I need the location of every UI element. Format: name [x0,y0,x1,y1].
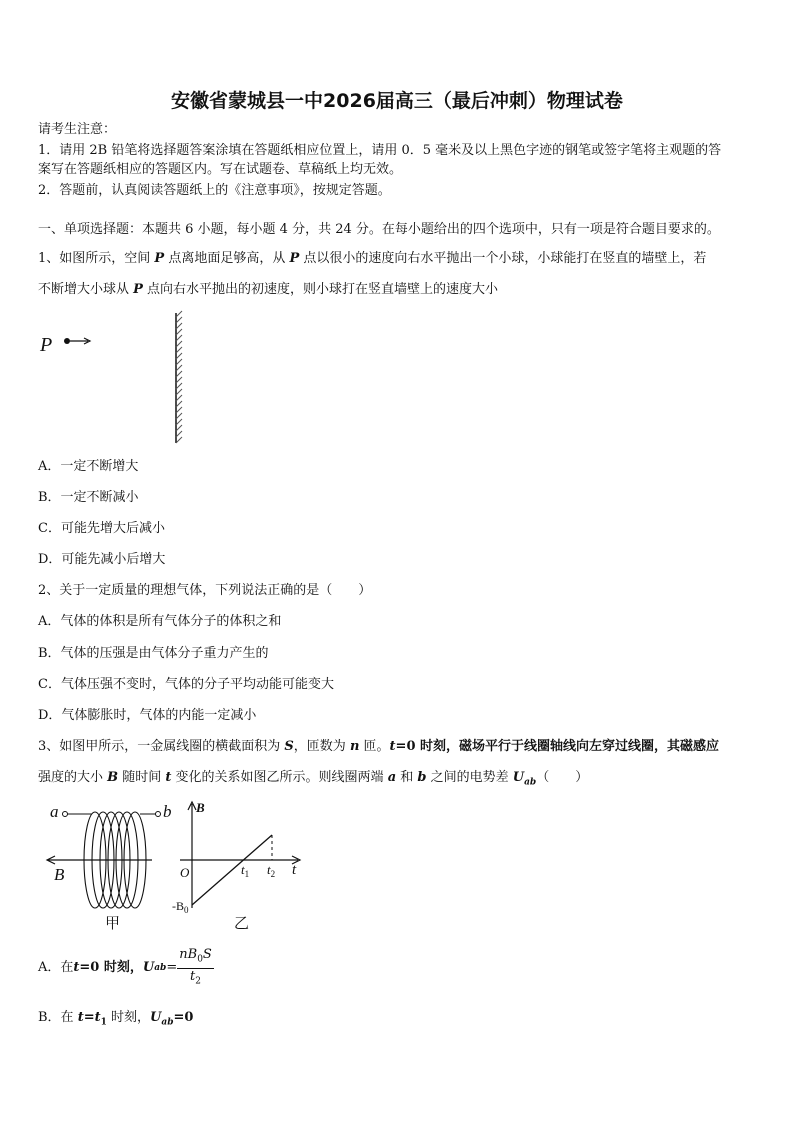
notice-item-1-line-1: 1．请用 2B 铅笔将选择题答案涂填在答题纸相应位置上，请用 0．5 毫米及以上黑色字迹的钢笔或签字笔将主观题的答 [38,143,722,158]
terminal-b-icon [156,812,161,817]
q2-option-c: C．气体压强不变时，气体的分子平均动能可能变大 [38,677,334,692]
q3-stem-line-2: 强度的大小 B 随时间 t 变化的关系如图乙所示。则线圈两端 a 和 b 之间的电势差 $U_{ab}$（ ） [38,770,589,788]
q2-option-d: D．气体膨胀时，气体的内能一定减小 [38,708,257,723]
q1-option-d: D．可能先减小后增大 [38,552,166,567]
q3-option-b: B．在 $t=t_1$ 时刻，$U_{ab}=0$ [38,1010,194,1028]
q1-stem-line-2: 不断增大小球从 P 点向右水平抛出的初速度，则小球打在竖直墙壁上的速度大小 [38,282,499,297]
t2-tick-label: $t_2$ [267,862,276,879]
q3-stem-line-1: 3、如图甲所示，一金属线圈的横截面积为 S，匝数为 n 匝。t=0 时刻，磁场平行于线圈轴线向左穿过线圈，其磁感应 [38,739,720,754]
figure-yi-graph [172,798,307,933]
figure-jia-coil [40,798,170,933]
t-axis-label: t [292,862,297,878]
q1-option-a: A．一定不断增大 [38,459,139,474]
figure-yi-caption: 乙 [234,914,250,932]
terminal-a-label: a [50,802,59,821]
q3-option-a-fraction: $\frac{nB_0S}{t_2}$ [179,946,212,987]
notice-heading: 请考生注意： [38,122,117,137]
point-p-label: P [40,334,53,356]
page-title: 安徽省蒙城县一中2026届高三（最后冲刺）物理试卷 [171,90,623,112]
figure-jia-caption: 甲 [105,914,121,932]
ball-dot [64,338,70,344]
q1-option-b: B．一定不断减小 [38,490,139,505]
b-axis-label: B [196,800,205,815]
terminal-a-icon [63,812,68,817]
notice-item-2: 2．答题前，认真阅读答题纸上的《注意事项》，按规定答题。 [38,183,391,198]
section-heading: 一、单项选择题：本题共 6 小题，每小题 4 分，共 24 分。在每小题给出的四个选项中，只有一项是符合题目要求的。 [38,222,720,237]
q1-stem-line-1: 1、如图所示，空间 P 点离地面足够高，从 P 点以很小的速度向右水平抛出一个小球，小球能打在竖直的墙壁上，若 [38,251,707,266]
notice-item-1-line-2: 案写在答题纸相应的答题区内。写在试题卷、草稿纸上均无效。 [38,162,403,177]
t1-tick-label: $t_1$ [241,862,250,879]
b0-label: $-B_0$ [172,899,189,915]
terminal-b-label: b [163,802,172,821]
b-t-line [192,835,272,905]
q2-option-b: B．气体的压强是由气体分子重力产生的 [38,646,269,661]
origin-label: O [180,865,190,880]
q2-stem: 2、关于一定质量的理想气体，下列说法正确的是（ ） [38,583,372,598]
q2-option-a: A．气体的体积是所有气体分子的体积之和 [38,614,282,629]
q1-option-c: C．可能先增大后减小 [38,521,165,536]
field-b-label: B [54,865,65,884]
wall-hatching [176,311,182,443]
q3-option-a: A．在 t =0 时刻， U ab = $\frac{nB_0S}{t_2}$ [38,948,214,988]
q1-figure [30,305,200,450]
